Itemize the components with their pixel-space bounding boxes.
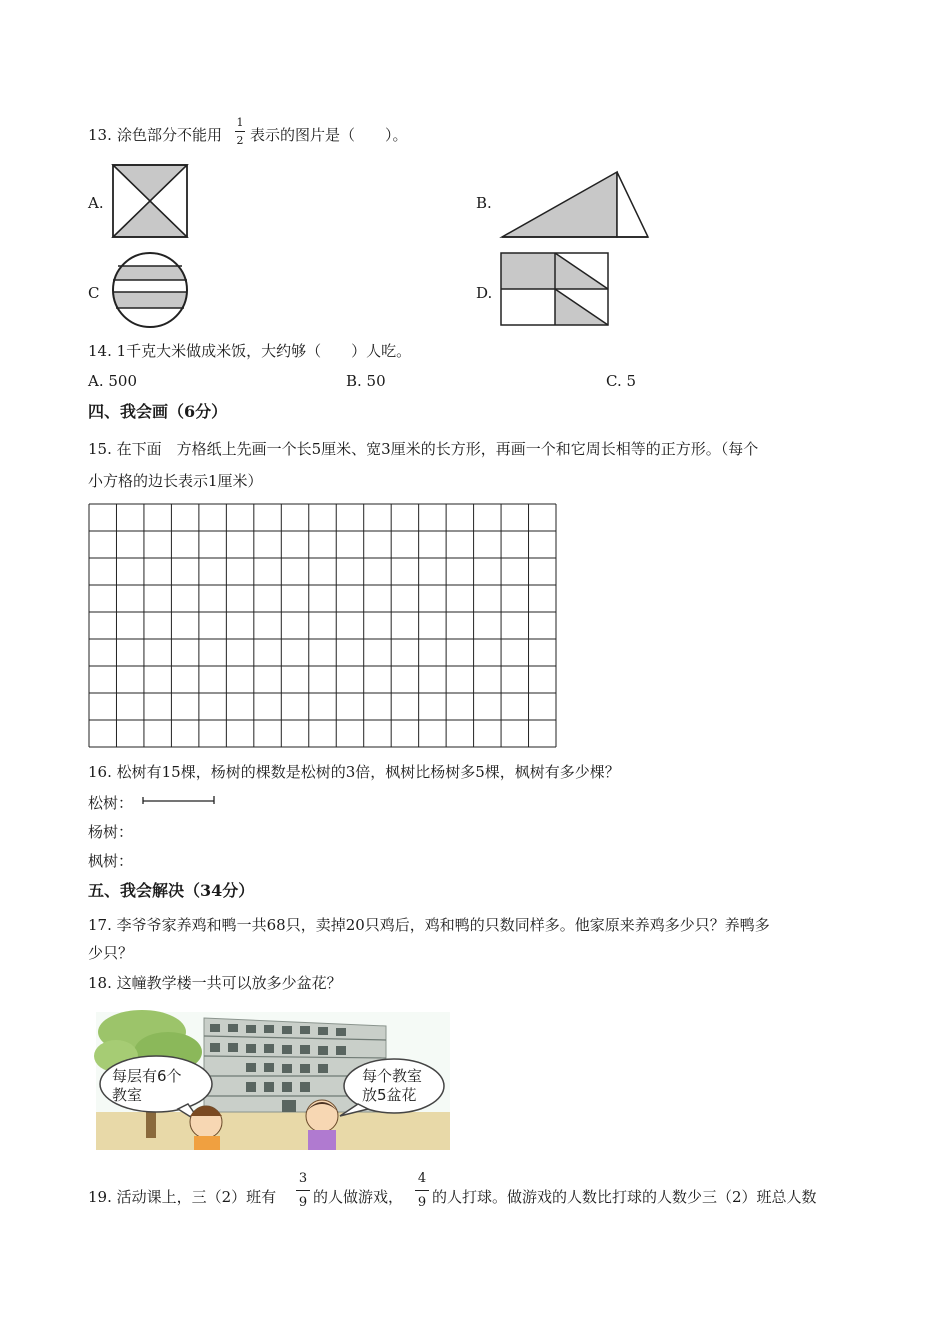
q13-option-b-figure[interactable] [500, 170, 652, 240]
q18-bubble-left-line-1: 每层有6个 [112, 1067, 182, 1085]
q19-fraction-2-bar [415, 1190, 429, 1191]
q16-label-poplar: 杨树： [88, 823, 134, 841]
q16-stem: 16. 松树有15棵，杨树的棵数是松树的3倍，枫树比杨树多5棵，枫树有多少棵？ [88, 763, 620, 781]
q16-label-maple: 枫树： [88, 852, 134, 870]
q14-option-c[interactable]: C. 5 [606, 372, 637, 390]
q13-option-d-label[interactable]: D. [476, 284, 493, 302]
q19-fraction-1-denominator: 9 [298, 1195, 308, 1210]
q13-option-b-label[interactable]: B. [476, 194, 492, 212]
q19-fraction-1-bar [296, 1190, 310, 1191]
q13-option-a-figure[interactable] [112, 164, 188, 238]
q16-pine-segment [142, 796, 216, 806]
q13-text-before: 涂色部分不能用 [117, 126, 223, 144]
q19-text-end: 的人打球。做游戏的人数比打球的人数少三（2）班总人数 [432, 1188, 817, 1206]
q14-stem: 14. 1千克大米做成米饭，大约够（ ）人吃。 [88, 342, 412, 360]
q18-bubble-right-line-2: 放5盆花 [362, 1086, 417, 1104]
section-5-title: 五、我会解决（34分） [88, 881, 255, 900]
q19-fraction-2-denominator: 9 [417, 1195, 427, 1210]
q15-line-1: 15. 在下面 方格纸上先画一个长5厘米、宽3厘米的长方形，再画一个和它周长相等的正方形。（每个 [88, 440, 759, 458]
q13-fraction-numerator: 1 [236, 116, 244, 129]
q19-text-middle: 的人做游戏， [313, 1188, 404, 1206]
q19-fraction-1-numerator: 3 [298, 1171, 308, 1186]
q18-stem: 18. 这幢教学楼一共可以放多少盆花？ [88, 974, 342, 992]
q14-option-b[interactable]: B. 50 [346, 372, 386, 390]
q15-line-2: 小方格的边长表示1厘米） [88, 472, 263, 490]
q13-fraction-bar [235, 131, 245, 132]
q14-option-a[interactable]: A. 500 [88, 372, 137, 390]
q15-grid-paper[interactable] [88, 503, 558, 749]
q13-option-c-figure[interactable] [112, 252, 190, 330]
q16-label-pine: 松树： [88, 794, 134, 812]
q19-fraction-2-numerator: 4 [417, 1171, 427, 1186]
q13-option-c-label[interactable]: C [88, 284, 100, 302]
q13-option-a-label[interactable]: A. [88, 194, 104, 212]
q19-text-start: 19. 活动课上，三（2）班有 [88, 1188, 277, 1206]
section-4-title: 四、我会画（6分） [88, 402, 228, 421]
q13-text-after: 表示的图片是（ ）。 [250, 126, 408, 144]
q13-number: 13. [88, 126, 112, 144]
q13-fraction-denominator: 2 [236, 134, 244, 147]
q18-bubble-right-line-1: 每个教室 [362, 1067, 423, 1085]
q13-option-d-figure[interactable] [500, 252, 612, 328]
q17-line-1: 17. 李爷爷家养鸡和鸭一共68只，卖掉20只鸡后，鸡和鸭的只数同样多。他家原来养鸡多少只？养鸭多 [88, 916, 770, 934]
q17-line-2: 少只？ [88, 944, 134, 962]
q18-bubble-left-line-2: 教室 [112, 1086, 143, 1104]
